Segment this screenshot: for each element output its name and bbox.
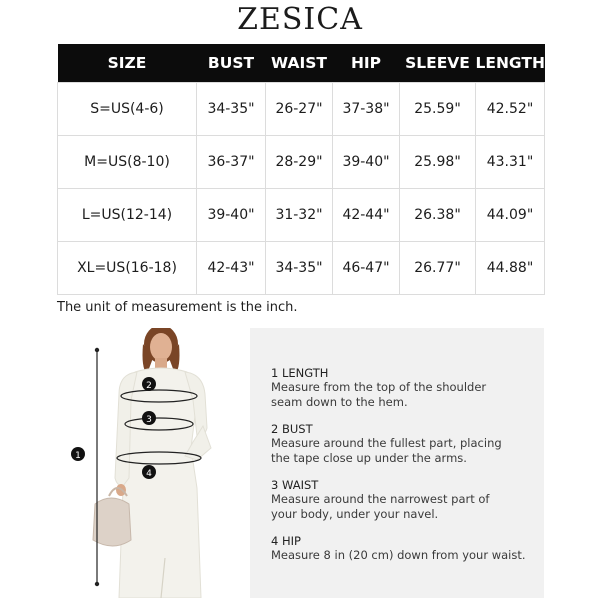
marker-hip-label: 4 — [146, 469, 152, 479]
guide-desc-line: Measure around the fullest part, placing — [271, 436, 502, 450]
cell-length: 44.88" — [476, 242, 545, 295]
guide-desc-line: the tape close up under the arms. — [271, 450, 467, 465]
cell-waist: 34-35" — [266, 242, 333, 295]
unit-note: The unit of measurement is the inch. — [57, 300, 298, 315]
marker-waist-label: 3 — [146, 415, 152, 425]
cell-length: 42.52" — [476, 83, 545, 136]
guide-item-bust — [271, 422, 536, 465]
cell-sleeve: 25.98" — [400, 136, 476, 189]
guide-desc-line: Measure from the top of the shoulder — [271, 380, 487, 394]
table-row — [58, 242, 545, 295]
cell-waist: 31-32" — [266, 189, 333, 242]
cell-length: 43.31" — [476, 136, 545, 189]
cell-bust: 42-43" — [197, 242, 266, 295]
cell-sleeve: 25.59" — [400, 83, 476, 136]
cell-hip: 39-40" — [333, 136, 400, 189]
length-end-dot — [95, 582, 99, 586]
guide-desc-line: Measure around the narrowest part of — [271, 492, 490, 506]
cell-bust: 39-40" — [197, 189, 266, 242]
guide-desc-line: your body, under your navel. — [271, 506, 439, 521]
cell-bust: 34-35" — [197, 83, 266, 136]
cell-length: 44.09" — [476, 189, 545, 242]
guide-desc-line: Measure 8 in (20 cm) down from your waist. — [271, 548, 526, 562]
header-size: SIZE — [58, 44, 197, 83]
model-illustration — [57, 328, 247, 598]
marker-bust — [142, 377, 156, 391]
header-hip: HIP — [333, 44, 400, 83]
cell-waist: 26-27" — [266, 83, 333, 136]
marker-length — [71, 447, 85, 461]
guide-title: 1 LENGTH — [271, 366, 329, 380]
guide-title: 3 WAIST — [271, 478, 319, 492]
cell-sleeve: 26.38" — [400, 189, 476, 242]
table-header-row — [58, 44, 545, 83]
measurement-guide-list — [271, 366, 536, 576]
cell-waist: 28-29" — [266, 136, 333, 189]
header-length: LENGTH — [476, 44, 545, 83]
table-row — [58, 136, 545, 189]
guide-desc-line: seam down to the hem. — [271, 394, 408, 409]
measurement-guide-panel — [250, 328, 544, 598]
cell-hip: 46-47" — [333, 242, 400, 295]
cell-size: M=US(8-10) — [58, 136, 197, 189]
guide-item-waist — [271, 478, 536, 521]
length-start-dot — [95, 348, 99, 352]
size-chart-table — [57, 44, 545, 295]
marker-length-label: 1 — [75, 451, 81, 461]
guide-item-hip — [271, 534, 536, 563]
cell-size: L=US(12-14) — [58, 189, 197, 242]
cell-bust: 36-37" — [197, 136, 266, 189]
guide-title: 4 HIP — [271, 534, 301, 548]
cell-hip: 37-38" — [333, 83, 400, 136]
brand-logo: ZESICA — [237, 2, 363, 37]
marker-bust-label: 2 — [146, 381, 152, 391]
header-waist: WAIST — [266, 44, 333, 83]
header-sleeve: SLEEVE — [400, 44, 476, 83]
cell-hip: 42-44" — [333, 189, 400, 242]
model-figure — [57, 328, 247, 598]
cell-size: XL=US(16-18) — [58, 242, 197, 295]
cell-sleeve: 26.77" — [400, 242, 476, 295]
table-row — [58, 189, 545, 242]
guide-item-length — [271, 366, 536, 409]
marker-waist — [142, 411, 156, 425]
marker-hip — [142, 465, 156, 479]
table-row — [58, 83, 545, 136]
guide-title: 2 BUST — [271, 422, 313, 436]
header-bust: BUST — [197, 44, 266, 83]
face-shape — [150, 333, 172, 361]
cell-size: S=US(4-6) — [58, 83, 197, 136]
handbag-shape — [93, 498, 131, 546]
